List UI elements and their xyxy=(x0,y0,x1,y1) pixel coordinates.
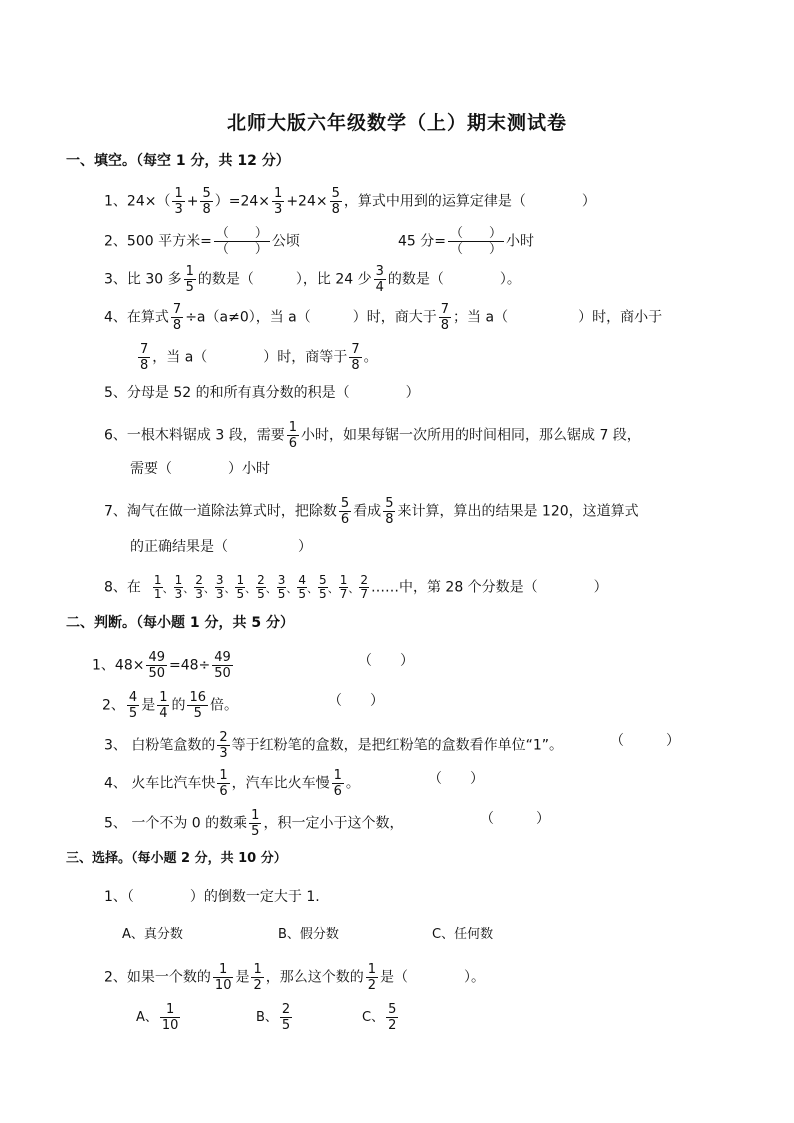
sequence-fraction: $\frac{5}{5}$ xyxy=(319,573,327,601)
fraction: $\frac{5}{2}$ xyxy=(388,1002,397,1033)
s3-q2-option-a: A、 $\frac{1}{10}$ xyxy=(136,1002,179,1033)
s2-q4: 4、 火车比汽车快 $\frac{1}{6}$ ，汽车比火车慢 $\frac{1}{6}$ 。 xyxy=(104,768,360,799)
sequence-separator: 、 xyxy=(162,581,174,595)
s3-q1-option-b: B、假分数 xyxy=(278,927,339,942)
fraction: $\frac{7}{8}$ xyxy=(172,302,182,333)
fraction: $\frac{2}{5}$ xyxy=(281,1002,291,1033)
s1-q2b: 45 分= （ ） （ ） 小时 xyxy=(398,226,535,257)
sequence-fraction: $\frac{2}{5}$ xyxy=(257,573,265,601)
fraction: $\frac{49}{50}$ xyxy=(148,650,165,681)
fraction: $\frac{7}{8}$ xyxy=(440,302,450,333)
fraction: $\frac{2}{3}$ xyxy=(219,730,228,761)
sequence-fraction: $\frac{1}{5}$ xyxy=(236,573,245,601)
s3-q2: 2、如果一个数的 $\frac{1}{10}$ 是 $\frac{1}{2}$ ，那么这个数的 $\frac{1}{2}$ 是（ ）。 xyxy=(104,962,486,993)
sequence-fraction: $\frac{1}{7}$ xyxy=(339,573,348,601)
sequence-fraction: $\frac{3}{3}$ xyxy=(215,573,224,601)
fraction: $\frac{1}{10}$ xyxy=(214,962,232,993)
s3-q1: 1、（ ）的倒数一定大于 1. xyxy=(104,889,320,905)
s1-q2: 2、500 平方米= （ ） （ ） 公顷 xyxy=(104,226,300,257)
s2-q2-answer: （ ） xyxy=(328,693,384,709)
s3-q2-option-b: B、 $\frac{2}{5}$ xyxy=(256,1002,291,1033)
fraction: $\frac{5}{6}$ xyxy=(340,496,350,527)
s3-q2-option-c: C、 $\frac{5}{2}$ xyxy=(362,1002,397,1033)
sequence-fraction: $\frac{3}{5}$ xyxy=(277,573,286,601)
fraction: $\frac{1}{6}$ xyxy=(288,420,297,451)
fraction: $\frac{1}{3}$ xyxy=(174,186,183,217)
fraction: $\frac{5}{8}$ xyxy=(331,186,340,217)
s3-q1-option-c: C、任何数 xyxy=(432,927,494,942)
fraction: $\frac{1}{6}$ xyxy=(219,768,228,799)
fraction: $\frac{1}{5}$ xyxy=(185,264,194,295)
s1-q4-line1: 4、在算式 $\frac{7}{8}$ ÷a（a≠0），当 a（ ）时，商大于 $\frac{7}{8}$ ；当 a（ ）时，商小于 xyxy=(104,302,663,333)
s3-q1-option-a: A、真分数 xyxy=(122,927,183,942)
fraction: $\frac{49}{50}$ xyxy=(214,650,231,681)
sequence-separator: 、 xyxy=(348,581,360,595)
s1-q6-line2: 需要（ ）小时 xyxy=(130,461,270,477)
section-1-heading: 一、填空。（每空 1 分，共 12 分） xyxy=(66,153,290,169)
fraction: $\frac{1}{6}$ xyxy=(333,768,342,799)
s2-q1: 1、48× $\frac{49}{50}$ =48÷ $\frac{49}{50}$ xyxy=(92,650,231,681)
sequence-separator: 、 xyxy=(286,581,298,595)
s1-q6-line1: 6、一根木料锯成 3 段，需要 $\frac{1}{6}$ 小时，如果每锯一次所用的时间相同，那么锯成 7 段， xyxy=(104,420,641,451)
fraction: $\frac{5}{8}$ xyxy=(202,186,211,217)
sequence-fraction: $\frac{2}{7}$ xyxy=(360,573,368,601)
page-title: 北师大版六年级数学（上）期末测试卷 xyxy=(226,112,567,134)
fraction: $\frac{16}{5}$ xyxy=(189,690,207,721)
sequence-fraction: $\frac{1}{1}$ xyxy=(153,573,162,601)
s1-q7-line1: 7、淘气在做一道除法算式时，把除数 $\frac{5}{6}$ 看成 $\frac{5}{8}$ 来计算，算出的结果是 120，这道算式 xyxy=(104,496,639,527)
fraction: $\frac{7}{8}$ xyxy=(351,342,360,373)
sequence-fraction: $\frac{2}{3}$ xyxy=(195,573,203,601)
s2-q5-answer: （ ） xyxy=(480,811,550,827)
sequence-fraction: $\frac{1}{3}$ xyxy=(174,573,183,601)
s2-q5: 5、 一个不为 0 的数乘 $\frac{1}{5}$ ，积一定小于这个数， xyxy=(104,808,404,839)
sequence-separator: 、 xyxy=(183,581,195,595)
fraction: $\frac{5}{8}$ xyxy=(385,496,394,527)
sequence-separator: 、 xyxy=(307,581,319,595)
s1-q3: 3、比 30 多 $\frac{1}{5}$ 的数是（ ），比 24 少 $\frac{3}{4}$ 的数是（ ）。 xyxy=(104,264,521,295)
blank-fraction: （ ） （ ） xyxy=(450,226,503,257)
s2-q2: 2、 $\frac{4}{5}$ 是 $\frac{1}{4}$ 的 $\frac{16}{5}$ 倍。 xyxy=(102,690,239,721)
fraction: $\frac{1}{2}$ xyxy=(253,962,262,993)
fraction: $\frac{1}{3}$ xyxy=(274,186,283,217)
s2-q1-answer: （ ） xyxy=(358,653,414,669)
section-2-heading: 二、判断。（每小题 1 分，共 5 分） xyxy=(66,615,294,631)
s1-q1: 1、24×（ $\frac{1}{3}$ + $\frac{5}{8}$ ）=24× $\frac{1}{3}$ +24× $\frac{5}{8}$ ，算式中用到的运算定律是（ ） xyxy=(104,186,596,217)
fraction: $\frac{1}{4}$ xyxy=(159,690,168,721)
s2-q4-answer: （ ） xyxy=(428,771,484,787)
fraction: $\frac{3}{4}$ xyxy=(375,264,384,295)
s2-q3: 3、 白粉笔盒数的 $\frac{2}{3}$ 等于红粉笔的盒数，是把红粉笔的盒数看作单位“1”。 xyxy=(104,730,564,761)
sequence-separator: 、 xyxy=(245,581,257,595)
sequence-separator: 、 xyxy=(265,581,277,595)
s1-q5: 5、分母是 52 的和所有真分数的积是（ ） xyxy=(104,385,420,401)
fraction-sequence xyxy=(151,573,371,601)
s1-q7-line2: 的正确结果是（ ） xyxy=(130,539,312,555)
fraction: $\frac{7}{8}$ xyxy=(140,342,149,373)
blank-fraction: （ ） （ ） xyxy=(215,226,268,257)
s1-q4-line2: $\frac{7}{8}$ ，当 a（ ）时，商等于 $\frac{7}{8}$ 。 xyxy=(140,342,378,373)
s1-q8: 8、在 $\frac{1}{1}$ 、 $\frac{1}{3}$ 、 $\frac{2}{3}$ 、 $\frac{3}{3}$ 、 $\frac{1}{5}$ 、 $\frac{2}{5}$ 、 $\frac{3}{5}$ 、 $\frac{4}{5}$ 、 $\frac{5}{5}$ 、 $\frac{1}{7}$ 、 $\frac{2}{7}$ ……中，第 28 个分数是（ ） xyxy=(104,573,608,601)
s2-q3-answer: （ ） xyxy=(610,733,680,749)
sequence-separator: 、 xyxy=(327,581,339,595)
sequence-separator: 、 xyxy=(203,581,215,595)
fraction: $\frac{4}{5}$ xyxy=(128,690,138,721)
section-3-heading: 三、选择。（每小题 2 分，共 10 分） xyxy=(66,851,287,866)
fraction: $\frac{1}{10}$ xyxy=(161,1002,179,1033)
sequence-separator: 、 xyxy=(224,581,236,595)
sequence-fraction: $\frac{4}{5}$ xyxy=(298,573,307,601)
fraction: $\frac{1}{2}$ xyxy=(367,962,377,993)
fraction: $\frac{1}{5}$ xyxy=(251,808,260,839)
